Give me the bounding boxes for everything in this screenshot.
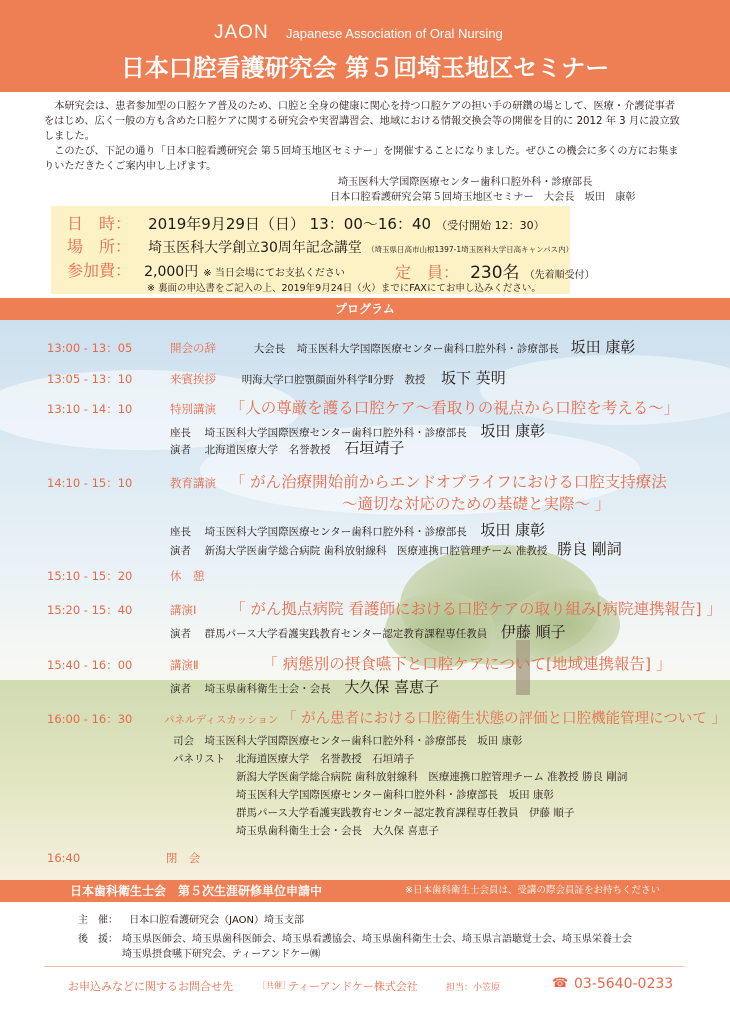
- person-name: 勝良 剛詞: [557, 540, 622, 558]
- credit-bar: [0, 880, 730, 902]
- schedule-lecture-2: [47, 652, 672, 674]
- signature: [330, 175, 636, 205]
- program-header: プログラム: [0, 298, 730, 320]
- panelist-1: パネリスト 北海道医療大学 名誉教授 石垣靖子: [173, 753, 415, 765]
- session-title: パネルディスカッション: [164, 714, 279, 726]
- time: 14:10 - 15：10: [47, 476, 133, 490]
- role: 演者: [170, 545, 191, 557]
- support-label: 後 援：: [78, 934, 118, 945]
- intro-paragraph-2: このたび、下記の通り「日本口腔看護研究会 第５回埼玉地区セミナー」を開催することになりました。ぜひこの機会に多くの方にお集まりいただきたくご案内申し上げます。: [44, 146, 679, 172]
- talk-title: 「 がん拠点病院 看護師における口腔ケアの取り組み[病院連携報告] 」: [230, 600, 722, 618]
- person-name: 石垣靖子: [344, 439, 405, 457]
- affiliation: 群馬パース大学看護実践教育センター認定教育課程専任教員: [204, 628, 488, 640]
- date-note: （受付開始 12：30）: [436, 219, 545, 232]
- time: 13:05 - 13：10: [47, 372, 133, 386]
- person-name: 坂田 康彰: [480, 422, 546, 440]
- date-label: 日 時：: [67, 214, 132, 233]
- affiliation: 北海道医療大学 名誉教授: [204, 444, 331, 456]
- time: 15:20 - 15：40: [47, 603, 133, 617]
- contact-person: 担当：小笠原: [446, 983, 501, 993]
- schedule-break: [47, 568, 205, 584]
- credit-text: 日本歯科衛生士会 第５次生涯研修単位申請中: [70, 884, 323, 898]
- signature-line-1: 埼玉医科大学国際医療センター歯科口腔外科・診療部長: [338, 177, 593, 188]
- fee-value: 2,000円: [144, 264, 199, 280]
- talk-title: 「 がん患者における口腔衛生状態の評価と口腔機能管理について 」: [282, 711, 726, 727]
- schedule-lecture-1: [47, 597, 722, 619]
- role: 演者: [170, 444, 191, 456]
- host-value: 日本口腔看護研究会（JAON）埼玉支部: [129, 915, 304, 926]
- capacity-label: 定 員：: [395, 263, 460, 282]
- affiliation: 明海大学口腔顎顔面外科学Ⅱ分野 教授: [241, 374, 426, 386]
- role: 大会長: [253, 343, 286, 355]
- intro-paragraph-1: 本研究会は、患者参加型の口腔ケア普及のため、口腔と全身の健康に関心を持つ口腔ケアの担い手の研鑽の場として、医療・介護従事者をはじめ、広く一般の方も含めた口腔ケアに関する研究会や実習講習会、地域における情報交換会等の開催を目的に 2012 年 3 月に設立致しました。: [44, 101, 680, 142]
- time: 13:00 - 13：05: [47, 341, 133, 355]
- schedule-guest-greeting: [47, 367, 506, 388]
- fee-label: 参加費：: [67, 261, 132, 280]
- capacity-value: 230名: [470, 263, 520, 283]
- jaon-logo-text: JAON: [214, 22, 269, 43]
- special-lecture-speaker: [170, 437, 404, 458]
- support-line-2: 埼玉県摂食嚥下研究会、ティーアンドケー㈱: [122, 949, 321, 960]
- person-name: 坂田 康彰: [480, 521, 546, 539]
- person-name: 坂田 康彰: [570, 338, 636, 356]
- time: 16:00 - 16：30: [47, 712, 133, 726]
- session-title: 開会の辞: [170, 341, 217, 355]
- role: 演者: [170, 683, 191, 695]
- session-title: 講演Ⅱ: [170, 658, 199, 672]
- support-line-1: 埼玉県医師会、埼玉県歯科医師会、埼玉県看護協会、埼玉県歯科衛生士会、埼玉県言語聴覚士会、埼玉県栄養士会: [122, 934, 632, 945]
- person-name: 坂下 英明: [441, 369, 506, 387]
- host-label: 主 催：: [78, 915, 118, 926]
- session-title: 講演Ⅰ: [170, 603, 197, 617]
- jaon-full-name: Japanese Association of Oral Nursing: [286, 26, 503, 41]
- role: 演者: [170, 628, 191, 640]
- panelist-3: 埼玉医科大学国際医療センター歯科口腔外科・診療部長 坂田 康彰: [236, 789, 554, 801]
- education-lecture-speaker: [170, 538, 622, 559]
- affiliation: 埼玉医科大学国際医療センター歯科口腔外科・診療部長: [296, 343, 559, 355]
- affiliation: 埼玉医科大学国際医療センター歯科口腔外科・診療部長: [204, 427, 467, 439]
- session-title: 教育講演: [170, 476, 217, 490]
- panelist-5: 埼玉県歯科衛生士会・会長 大久保 喜恵子: [236, 825, 439, 837]
- lecture-1-speaker: [170, 621, 566, 642]
- session-title: 来賓挨拶: [170, 372, 217, 386]
- venue-note: （埼玉県日高市山根1397-1埼玉医科大学日高キャンパス内）: [367, 245, 574, 254]
- signature-line-2: 日本口腔看護研究会第５回埼玉地区セミナー 大会長 坂田 康彰: [330, 192, 636, 203]
- panelist-2: 新潟大学医歯学総合病院 歯科放射線科 医療連携口腔管理チーム 准教授 勝良 剛詞: [236, 771, 628, 783]
- talk-title-line-2: ～適切な対応のための基礎と実際～ 」: [342, 495, 611, 513]
- session-title: 特別講演: [170, 402, 217, 416]
- intro-text: [44, 99, 684, 174]
- lecture-2-speaker: [170, 676, 439, 697]
- company-name: ティーアンドケー株式会社: [288, 980, 418, 993]
- inquiry-label: お申込みなどに関するお問合せ先: [68, 980, 233, 993]
- schedule-panel-discussion: [47, 707, 726, 728]
- schedule-special-lecture: [47, 396, 679, 418]
- capacity-note: （先着順受付）: [524, 270, 595, 281]
- session-title: 休 憩: [170, 569, 205, 583]
- schedule-closing: [47, 850, 200, 866]
- affiliation: 新潟大学医歯学総合病院 歯科放射線科 医療連携口腔管理チーム 准教授: [204, 545, 548, 557]
- apply-note: ※ 裏面の申込書をご記入の上、2019年9月24日（火）までにFAXにてお申し込みください。: [147, 283, 541, 294]
- phone-icon: ☎: [552, 976, 569, 991]
- page-title: 日本口腔看護研究会 第５回埼玉地区セミナー: [120, 54, 610, 82]
- time: 16:40: [47, 851, 81, 865]
- role: 座長: [170, 427, 191, 439]
- time: 15:10 - 15：20: [47, 569, 133, 583]
- schedule-opening: [47, 336, 635, 357]
- event-info-box: [51, 206, 595, 294]
- person-name: 大久保 喜恵子: [344, 678, 440, 696]
- person-name: 伊藤 順子: [500, 623, 566, 641]
- inquiry-tag: ［共催］: [258, 981, 290, 990]
- support-row: [78, 930, 118, 945]
- divider: [44, 966, 684, 967]
- talk-title-line-1: 「 がん治療開始前からエンドオブライフにおける口腔支持療法: [229, 473, 667, 491]
- talk-title: 「 病態別の摂食嚥下と口腔ケアについて[地域連携報告] 」: [262, 655, 672, 673]
- talk-title: 「人の尊厳を護る口腔ケア～看取りの視点から口腔を考える～」: [229, 399, 680, 417]
- panelist-4: 群馬パース大学看護実践教育センター認定教育課程専任教員 伊藤 順子: [236, 807, 575, 819]
- session-title: 閉 会: [165, 851, 201, 865]
- fee-note: ※ 当日会場にてお支払ください: [203, 268, 345, 279]
- venue-label: 場 所：: [67, 237, 132, 256]
- date-value: 2019年9月29日（日） 13：00～16：40: [148, 215, 432, 233]
- venue-value: 埼玉医科大学創立30周年記念講堂: [148, 240, 362, 256]
- time: 13:10 - 14：10: [47, 402, 133, 416]
- affiliation: 埼玉医科大学国際医療センター歯科口腔外科・診療部長: [204, 526, 467, 538]
- education-lecture-chair: [170, 519, 545, 540]
- role: 座長: [170, 526, 191, 538]
- phone-number[interactable]: 03-5640-0233: [574, 976, 674, 992]
- panel-moderator: 司会 埼玉医科大学国際医療センター歯科口腔外科・診療部長 坂田 康彰: [173, 735, 523, 747]
- time: 15:40 - 16：00: [47, 658, 133, 672]
- schedule-education-lecture: [47, 470, 667, 492]
- affiliation: 埼玉県歯科衛生士会・会長: [204, 683, 331, 695]
- host-row: [78, 911, 304, 926]
- credit-note: ※日本歯科衛生士会員は、受講の際会員証をお持ちください: [405, 885, 660, 896]
